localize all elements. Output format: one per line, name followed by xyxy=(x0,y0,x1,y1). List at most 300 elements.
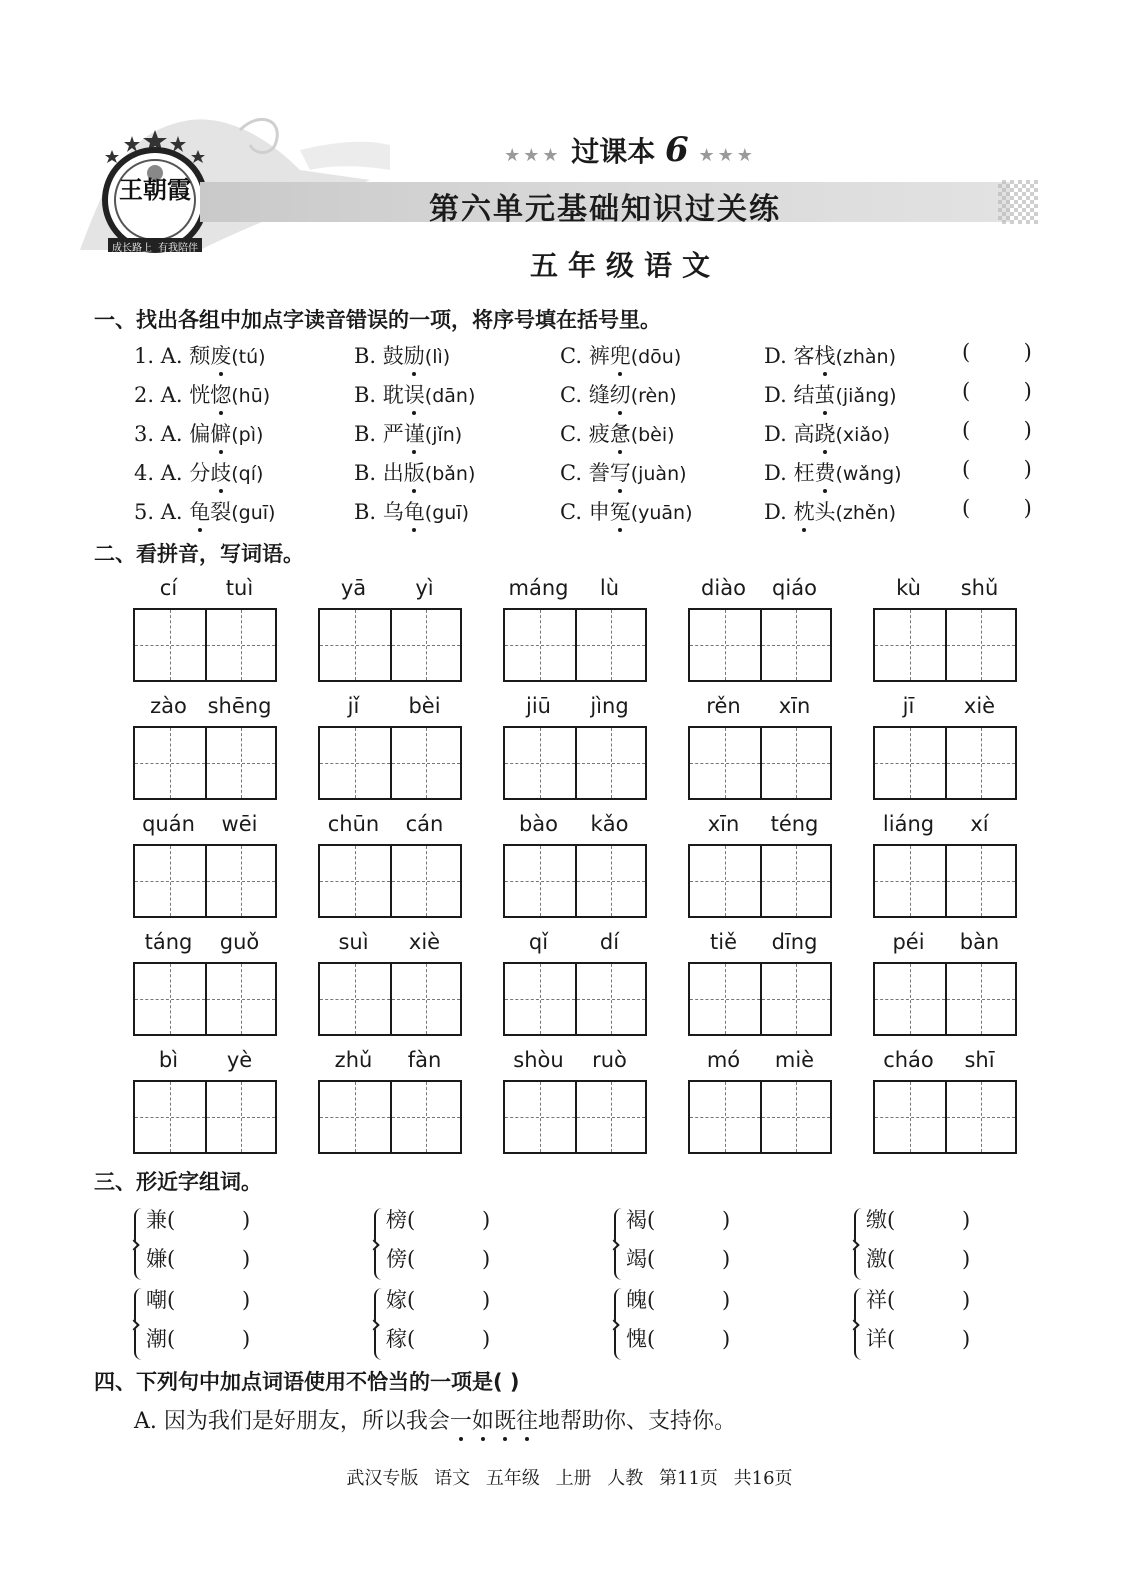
writing-cell[interactable] xyxy=(505,846,575,916)
dotted-character: 往 xyxy=(516,1404,538,1435)
pinyin-syllable: jìng xyxy=(590,694,629,718)
pinyin-pair xyxy=(688,812,830,840)
word-blank[interactable]: ( ) xyxy=(647,1208,731,1232)
word-pre: 誊 xyxy=(588,461,610,485)
pinyin-syllable: cháo xyxy=(883,1048,934,1072)
pinyin-writing-tile xyxy=(133,576,275,676)
option-label: D. xyxy=(764,383,787,407)
writing-cell[interactable] xyxy=(760,964,830,1034)
similar-character-pair xyxy=(614,1204,784,1284)
character-line xyxy=(866,1243,970,1273)
pinyin-syllable: dīng xyxy=(771,930,818,954)
option-text-pre: 因为我们是好朋友，所以我会 xyxy=(163,1409,450,1434)
character-line xyxy=(866,1204,970,1234)
section4-title: 四、下列句中加点词语使用不恰当的一项是( ) xyxy=(94,1370,520,1394)
series-number: 6 xyxy=(665,130,689,170)
word-pre: 申 xyxy=(588,500,610,524)
pinyin-syllable: suì xyxy=(338,930,369,954)
pinyin: (guī) xyxy=(231,502,276,524)
writing-cell[interactable] xyxy=(575,964,645,1034)
pinyin-syllable: tuì xyxy=(225,576,254,600)
writing-cell[interactable] xyxy=(390,846,460,916)
writing-cell[interactable] xyxy=(320,1082,390,1152)
character: 祥 xyxy=(866,1288,887,1312)
dotted-character: 谨 xyxy=(404,418,425,448)
dotted-character: 兜 xyxy=(610,340,631,370)
word-blank[interactable]: ( ) xyxy=(647,1247,731,1271)
character-line xyxy=(146,1284,250,1314)
character: 嫁 xyxy=(386,1288,407,1312)
writing-cell[interactable] xyxy=(760,846,830,916)
word-blank[interactable]: ( ) xyxy=(407,1327,491,1351)
answer-option xyxy=(134,340,266,370)
pinyin-pair xyxy=(133,576,275,604)
pinyin-writing-tile xyxy=(318,694,460,794)
pinyin-writing-tile xyxy=(318,1048,460,1148)
writing-box xyxy=(318,608,462,682)
character-line xyxy=(386,1284,490,1314)
option-text-post: 地帮助你、支持你。 xyxy=(537,1409,736,1434)
writing-cell[interactable] xyxy=(690,1082,760,1152)
writing-cell[interactable] xyxy=(135,1082,205,1152)
dotted-word xyxy=(450,1409,538,1434)
writing-cell[interactable] xyxy=(390,728,460,798)
pinyin-syllable: táng xyxy=(144,930,193,954)
question-row xyxy=(134,340,1034,370)
writing-box xyxy=(133,726,277,800)
writing-cell[interactable] xyxy=(575,846,645,916)
word-blank[interactable]: ( ) xyxy=(647,1327,731,1351)
pinyin-syllable: xīn xyxy=(778,694,811,718)
pinyin-pair xyxy=(503,930,645,958)
writing-cell[interactable] xyxy=(505,964,575,1034)
answer-blank[interactable]: ( ) xyxy=(962,496,1032,520)
question-number: 5. xyxy=(134,500,155,524)
writing-cell[interactable] xyxy=(875,846,945,916)
option-label: C. xyxy=(560,383,582,407)
dotted-character: 励 xyxy=(404,340,425,370)
pinyin-writing-tile xyxy=(688,1048,830,1148)
option-label: C. xyxy=(560,422,582,446)
answer-blank[interactable]: ( ) xyxy=(962,379,1032,403)
logo-motto-left: 成长路上 xyxy=(112,243,152,254)
pinyin-writing-tile xyxy=(688,930,830,1030)
writing-cell[interactable] xyxy=(135,964,205,1034)
word-pre: 出 xyxy=(382,461,404,485)
word-blank[interactable]: ( ) xyxy=(887,1327,971,1351)
option-label: D. xyxy=(764,461,787,485)
pinyin-writing-tile xyxy=(318,576,460,676)
option-label: B. xyxy=(354,383,377,407)
similar-character-pair xyxy=(134,1204,304,1284)
pinyin-syllable: jǐ xyxy=(347,694,360,718)
pinyin: (tú) xyxy=(231,346,266,368)
option-label: A. xyxy=(160,500,183,524)
pinyin-syllable: mó xyxy=(706,1048,741,1072)
writing-cell[interactable] xyxy=(505,610,575,680)
character: 嘲 xyxy=(146,1288,167,1312)
pinyin-syllable: guǒ xyxy=(219,930,260,954)
character: 竭 xyxy=(626,1247,647,1271)
pinyin: (zhěn) xyxy=(835,502,897,524)
pinyin-writing-tile xyxy=(133,1048,275,1148)
question-number: 1. xyxy=(134,344,155,368)
option-label: C. xyxy=(560,461,582,485)
writing-box xyxy=(688,608,832,682)
character: 榜 xyxy=(386,1208,407,1232)
dotted-character: 枕 xyxy=(793,496,814,526)
pinyin-writing-tile xyxy=(688,576,830,676)
writing-cell[interactable] xyxy=(875,610,945,680)
dotted-character: 写 xyxy=(610,457,631,487)
question-number: 3. xyxy=(134,422,155,446)
brace xyxy=(854,1208,864,1280)
brace xyxy=(854,1288,864,1360)
word-blank[interactable]: ( ) xyxy=(407,1247,491,1271)
pinyin-writing-tile xyxy=(503,812,645,912)
answer-option xyxy=(764,457,902,487)
pinyin-writing-tile xyxy=(503,930,645,1030)
word-blank[interactable]: ( ) xyxy=(167,1208,251,1232)
option-label: B. xyxy=(354,344,377,368)
character-line xyxy=(146,1323,250,1353)
answer-option xyxy=(134,418,263,448)
pinyin-pair xyxy=(688,930,830,958)
answer-option xyxy=(764,418,890,448)
writing-cell[interactable] xyxy=(390,610,460,680)
pinyin: (juàn) xyxy=(630,463,687,485)
answer-option xyxy=(354,340,450,370)
pinyin-syllable: shòu xyxy=(513,1048,564,1072)
pinyin-syllable: diào xyxy=(701,576,746,600)
dotted-character: 如 xyxy=(472,1404,494,1435)
question-row xyxy=(134,496,1034,526)
word-pre: 恍 xyxy=(189,383,211,407)
pinyin-syllable: jiū xyxy=(526,694,551,718)
word-blank[interactable]: ( ) xyxy=(887,1288,971,1312)
writing-box xyxy=(688,1080,832,1154)
pinyin-syllable: cí xyxy=(159,576,178,600)
pinyin: (jǐn) xyxy=(424,424,463,446)
answer-option xyxy=(134,379,270,409)
page-footer: 武汉专版 语文 五年级 上册 人教 第11页 共16页 xyxy=(346,1468,793,1489)
writing-box xyxy=(873,844,1017,918)
pinyin-syllable: bào xyxy=(518,812,559,836)
character-line xyxy=(386,1204,490,1234)
writing-cell[interactable] xyxy=(390,1082,460,1152)
answer-blank[interactable]: ( ) xyxy=(962,418,1032,442)
word-blank[interactable]: ( ) xyxy=(887,1208,971,1232)
writing-box xyxy=(873,726,1017,800)
option-label: A. xyxy=(160,461,183,485)
option-label: D. xyxy=(764,344,787,368)
dotted-character: 纫 xyxy=(610,379,631,409)
pinyin-syllable: xí xyxy=(970,812,989,836)
character: 褐 xyxy=(626,1208,647,1232)
pinyin-pair xyxy=(873,694,1015,722)
pinyin-syllable: ruò xyxy=(592,1048,627,1072)
pinyin-syllable: kù xyxy=(896,576,921,600)
answer-option xyxy=(354,379,475,409)
word-blank[interactable]: ( ) xyxy=(167,1327,251,1351)
option-label: A. xyxy=(160,344,183,368)
pinyin-syllable: zào xyxy=(150,694,187,718)
writing-cell[interactable] xyxy=(690,728,760,798)
pinyin-writing-tile xyxy=(873,1048,1015,1148)
pinyin-syllable: shī xyxy=(964,1048,995,1072)
pinyin-pair xyxy=(318,812,460,840)
pinyin: (zhàn) xyxy=(835,346,896,368)
writing-cell[interactable] xyxy=(575,610,645,680)
writing-box xyxy=(318,726,462,800)
pinyin-writing-tile xyxy=(133,930,275,1030)
pinyin-writing-tile xyxy=(133,812,275,912)
word-pre: 耽 xyxy=(382,383,404,407)
character: 稼 xyxy=(386,1327,407,1351)
character-line xyxy=(386,1323,490,1353)
pinyin-syllable: quán xyxy=(142,812,195,836)
pinyin: (bèi) xyxy=(630,424,675,446)
pinyin-syllable: máng xyxy=(508,576,569,600)
pinyin-pair xyxy=(133,694,275,722)
question-row xyxy=(134,418,1034,448)
pinyin-syllable: kǎo xyxy=(590,812,629,836)
answer-option xyxy=(560,496,692,526)
pinyin-writing-tile xyxy=(503,1048,645,1148)
option-label: B. xyxy=(354,500,377,524)
word-blank[interactable]: ( ) xyxy=(887,1247,971,1271)
word-pre: 鼓 xyxy=(382,344,404,368)
writing-cell[interactable] xyxy=(505,1082,575,1152)
similar-character-pair xyxy=(374,1204,544,1284)
pinyin-syllable: rěn xyxy=(706,694,741,718)
word-blank[interactable]: ( ) xyxy=(407,1208,491,1232)
writing-box xyxy=(503,608,647,682)
character-line xyxy=(386,1243,490,1273)
writing-cell[interactable] xyxy=(575,728,645,798)
character-line xyxy=(866,1323,970,1353)
character-line xyxy=(626,1323,730,1353)
pinyin-syllable: shēng xyxy=(207,694,272,718)
option-label: D. xyxy=(764,422,787,446)
word-blank[interactable]: ( ) xyxy=(407,1288,491,1312)
pinyin-writing-tile xyxy=(318,930,460,1030)
dotted-character: 栈 xyxy=(814,340,835,370)
section3-title: 三、形近字组词。 xyxy=(94,1170,262,1194)
pinyin: (jiǎng) xyxy=(835,385,897,407)
character: 愧 xyxy=(626,1327,647,1351)
writing-cell[interactable] xyxy=(390,964,460,1034)
writing-cell[interactable] xyxy=(875,1082,945,1152)
dotted-character: 歧 xyxy=(210,457,231,487)
pinyin: (guī) xyxy=(424,502,470,524)
word-pre: 偏 xyxy=(189,422,211,446)
pinyin: (rèn) xyxy=(630,385,677,407)
pinyin: (dōu) xyxy=(630,346,682,368)
writing-cell[interactable] xyxy=(575,1082,645,1152)
writing-box xyxy=(503,726,647,800)
writing-cell[interactable] xyxy=(690,846,760,916)
section2-title: 二、看拼音，写词语。 xyxy=(94,542,304,566)
subject-title: 五年级语文 xyxy=(529,249,720,282)
word-blank[interactable]: ( ) xyxy=(167,1247,251,1271)
answer-blank[interactable]: ( ) xyxy=(962,457,1032,481)
pinyin-syllable: miè xyxy=(774,1048,815,1072)
writing-cell[interactable] xyxy=(320,610,390,680)
pinyin-pair xyxy=(503,694,645,722)
question-number: 4. xyxy=(134,461,155,485)
pinyin: (qí) xyxy=(231,463,264,485)
writing-cell[interactable] xyxy=(945,964,1015,1034)
writing-cell[interactable] xyxy=(205,610,275,680)
pinyin-writing-tile xyxy=(873,576,1015,676)
pinyin-syllable: jī xyxy=(902,694,915,718)
writing-cell[interactable] xyxy=(205,1082,275,1152)
dotted-character: 跷 xyxy=(814,418,835,448)
word-pre: 分 xyxy=(189,461,211,485)
series-label: 过课本 xyxy=(571,135,656,168)
pinyin-syllable: xiè xyxy=(408,930,441,954)
writing-cell[interactable] xyxy=(760,728,830,798)
pinyin-pair xyxy=(318,930,460,958)
brace xyxy=(614,1208,624,1280)
writing-box xyxy=(503,844,647,918)
writing-cell[interactable] xyxy=(505,728,575,798)
answer-option xyxy=(764,379,897,409)
word-pre: 客 xyxy=(793,344,815,368)
pinyin-pair xyxy=(503,1048,645,1076)
word-pre: 缝 xyxy=(588,383,610,407)
character-line xyxy=(626,1284,730,1314)
writing-cell[interactable] xyxy=(945,728,1015,798)
series-title xyxy=(500,130,760,170)
dotted-character: 冤 xyxy=(610,496,631,526)
writing-cell[interactable] xyxy=(135,610,205,680)
pinyin-pair xyxy=(873,930,1015,958)
pinyin-pair xyxy=(318,1048,460,1076)
writing-cell[interactable] xyxy=(320,964,390,1034)
answer-option xyxy=(560,457,687,487)
word-post: 头 xyxy=(814,500,836,524)
writing-box xyxy=(503,962,647,1036)
word-pre: 枉 xyxy=(793,461,815,485)
pinyin-syllable: yā xyxy=(340,576,367,600)
pinyin-pair xyxy=(873,576,1015,604)
pinyin: (hū) xyxy=(231,385,271,407)
character: 激 xyxy=(866,1247,887,1271)
pinyin-pair xyxy=(503,576,645,604)
writing-cell[interactable] xyxy=(945,610,1015,680)
pinyin: (wǎng) xyxy=(835,463,902,485)
word-post: 裂 xyxy=(210,500,232,524)
writing-cell[interactable] xyxy=(875,964,945,1034)
word-pre: 裤 xyxy=(588,344,610,368)
pinyin-syllable: tiě xyxy=(710,930,737,954)
pinyin-writing-tile xyxy=(873,694,1015,794)
writing-cell[interactable] xyxy=(205,964,275,1034)
brace xyxy=(134,1288,144,1360)
dotted-character: 龟 xyxy=(189,496,210,526)
writing-box xyxy=(688,962,832,1036)
option-label: C. xyxy=(560,500,582,524)
writing-cell[interactable] xyxy=(690,610,760,680)
writing-box xyxy=(133,608,277,682)
pinyin-pair xyxy=(688,694,830,722)
answer-option xyxy=(354,496,469,526)
writing-cell[interactable] xyxy=(760,610,830,680)
page-title: 第六单元基础知识过关练 xyxy=(429,192,781,227)
writing-cell[interactable] xyxy=(135,728,205,798)
writing-cell[interactable] xyxy=(320,728,390,798)
character: 嫌 xyxy=(146,1247,167,1271)
pinyin-syllable: zhǔ xyxy=(334,1048,373,1072)
word-blank[interactable]: ( ) xyxy=(647,1288,731,1312)
writing-cell[interactable] xyxy=(875,728,945,798)
character: 魄 xyxy=(626,1288,647,1312)
writing-cell[interactable] xyxy=(205,846,275,916)
dotted-character: 费 xyxy=(814,457,835,487)
pinyin-pair xyxy=(688,1048,830,1076)
writing-cell[interactable] xyxy=(945,846,1015,916)
pinyin-syllable: bì xyxy=(158,1048,179,1072)
answer-option xyxy=(560,340,681,370)
option-label: B. xyxy=(354,422,377,446)
pinyin-writing-tile xyxy=(133,694,275,794)
pinyin: (dān) xyxy=(424,385,476,407)
answer-blank[interactable]: ( ) xyxy=(962,340,1032,364)
writing-box xyxy=(873,608,1017,682)
pinyin-syllable: yì xyxy=(415,576,434,600)
pinyin-syllable: xīn xyxy=(707,812,740,836)
pinyin-syllable: qiáo xyxy=(772,576,817,600)
character-line xyxy=(146,1204,250,1234)
answer-option xyxy=(560,418,675,448)
pinyin-pair xyxy=(133,812,275,840)
answer-option xyxy=(560,379,677,409)
pinyin-writing-tile xyxy=(318,812,460,912)
pinyin: (yuān) xyxy=(630,502,693,524)
word-blank[interactable]: ( ) xyxy=(167,1288,251,1312)
word-pre: 颓 xyxy=(189,344,211,368)
writing-box xyxy=(318,844,462,918)
option-label: A. xyxy=(160,383,183,407)
writing-cell[interactable] xyxy=(320,846,390,916)
option-label: C. xyxy=(560,344,582,368)
series-stars-left: ★★★ xyxy=(504,145,562,166)
writing-cell[interactable] xyxy=(135,846,205,916)
writing-cell[interactable] xyxy=(690,964,760,1034)
character-line xyxy=(626,1204,730,1234)
writing-cell[interactable] xyxy=(945,1082,1015,1152)
answer-option xyxy=(764,496,896,526)
pinyin-pair xyxy=(133,1048,275,1076)
writing-box xyxy=(873,962,1017,1036)
dotted-character: 废 xyxy=(210,340,231,370)
writing-box xyxy=(688,844,832,918)
pinyin-pair xyxy=(503,812,645,840)
question-number: 2. xyxy=(134,383,155,407)
pinyin-syllable: liáng xyxy=(882,812,935,836)
writing-cell[interactable] xyxy=(760,1082,830,1152)
series-stars-right: ★★★ xyxy=(698,145,756,166)
dotted-character: 误 xyxy=(404,379,425,409)
answer-option xyxy=(354,418,462,448)
writing-cell[interactable] xyxy=(205,728,275,798)
pinyin-syllable: bàn xyxy=(959,930,1000,954)
writing-box xyxy=(133,962,277,1036)
pinyin-pair xyxy=(688,576,830,604)
pinyin-syllable: xiè xyxy=(963,694,996,718)
